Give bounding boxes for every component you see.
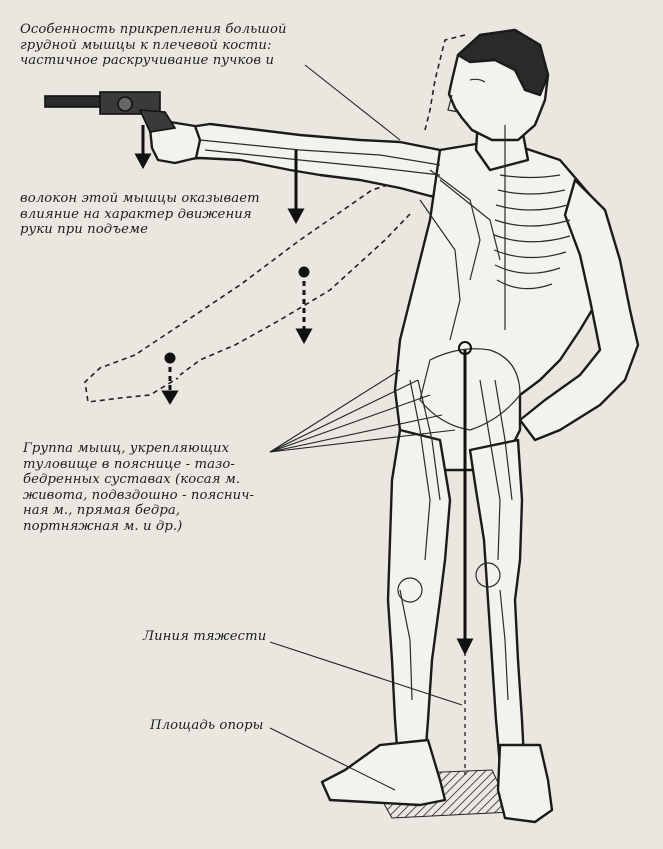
muscle-group-line-6: портняжная м. и др.) [23, 518, 183, 534]
muscle-group-line-1: Группа мышц, укрепляющих [23, 441, 230, 456]
muscle-group-line-4: живота, подвздошно - пояснич- [23, 487, 255, 503]
pectoral-note-bottom-line-2: влияние на характер движения [20, 206, 252, 222]
revolver [45, 92, 175, 132]
pectoral-note-bottom [20, 191, 260, 238]
pectoral-note-top-line-1: Особенность прикрепления большой [20, 22, 287, 37]
muscle-group-line-5: ная м., прямая бедра, [23, 503, 181, 518]
pectoral-note-bottom-line-1: волокон этой мышцы оказывает [20, 191, 260, 206]
muscle-group-line-3: бедренных суставах (косая м. [23, 472, 241, 487]
gravity-line-label: Линия тяжести [143, 629, 267, 644]
pectoral-note-top-line-3: частичное раскручивание пучков и [20, 53, 275, 68]
support-area-label: Площадь опоры [150, 718, 264, 733]
muscle-group-line-2: туловище в пояснице - тазо- [23, 456, 235, 472]
body [150, 30, 638, 822]
pectoral-note-top [20, 22, 287, 69]
muscle-group-note [23, 441, 254, 534]
pectoral-note-top-line-2: грудной мышцы к плечевой кости: [20, 37, 272, 53]
pectoral-note-bottom-line-3: руки при подъеме [20, 222, 148, 237]
